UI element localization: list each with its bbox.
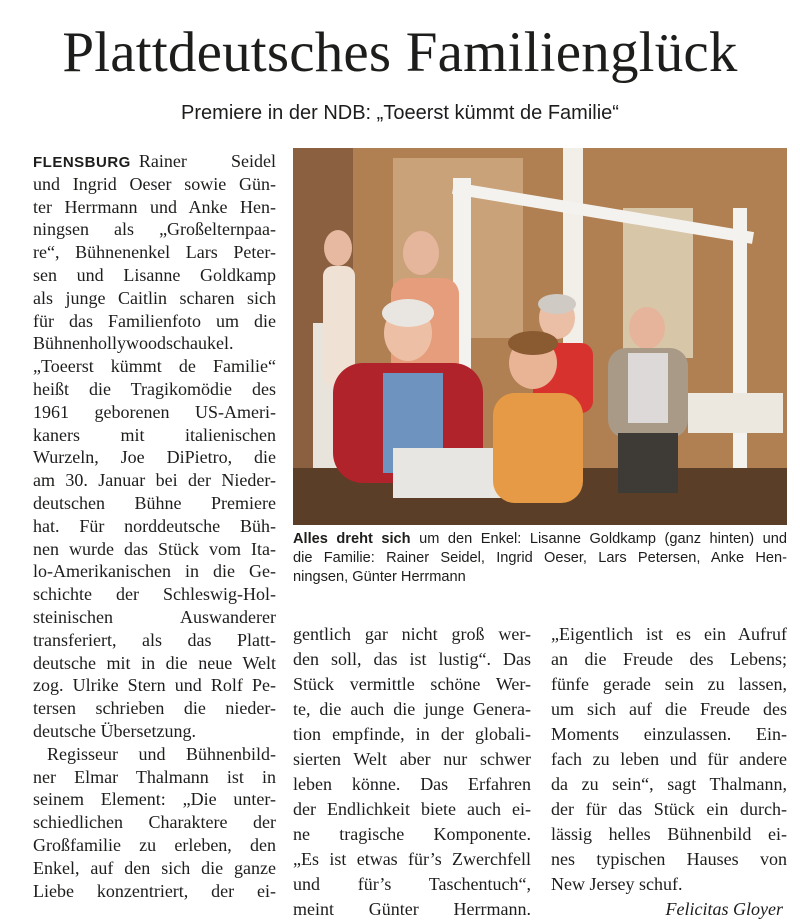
text-line: zog. Ulrike Stern und Rolf Pe- bbox=[33, 675, 276, 696]
text-line: leben könne. Das Erfahren bbox=[293, 774, 531, 794]
caption-line bbox=[293, 530, 787, 549]
text-line: ne tragische Komponente. bbox=[293, 824, 531, 844]
caption-text: um den Enkel: Lisanne Goldkamp (ganz hinten) und bbox=[419, 531, 787, 547]
text-line: transferiert, als das Platt- bbox=[33, 629, 276, 650]
text-line: New Jersey schuf. bbox=[551, 874, 683, 894]
text-line: „Eigentlich ist es ein Aufruf bbox=[551, 624, 787, 644]
article-column-3 bbox=[551, 622, 787, 922]
text-line: Stück vermittle schöne Wer- bbox=[293, 674, 531, 694]
text-line: nen wurde das Stück vom Ita- bbox=[33, 538, 276, 559]
family-photo-illustration bbox=[293, 148, 787, 525]
text-line: kaners mit italienischen bbox=[33, 424, 276, 445]
text-line: Bühnenhollywoodschaukel. bbox=[33, 333, 234, 354]
headline: Plattdeutsches Familienglück bbox=[62, 21, 738, 84]
text-line: ter Herrmann und Anke Hen- bbox=[33, 196, 276, 217]
text-line: tion empfinde, in der globali- bbox=[293, 724, 531, 744]
text-line: ningsen als „Großelternpaa- bbox=[33, 219, 276, 240]
text-line: deutsche mit in die neue Welt bbox=[33, 652, 276, 673]
text-line: deutschen Bühne Premiere bbox=[33, 492, 276, 513]
caption-lead: Alles dreht sich bbox=[293, 531, 411, 547]
text-line: der Endlichkeit biete auch ei- bbox=[293, 799, 531, 819]
text-line: heißt die Tragikomödie des bbox=[33, 378, 276, 399]
article-photo bbox=[293, 148, 787, 525]
text-line: als junge Caitlin scharen sich bbox=[33, 287, 276, 308]
text-line: re“, Bühnenenkel Lars Peter- bbox=[33, 242, 276, 263]
article-column-1 bbox=[33, 150, 276, 902]
caption-line: die Familie: Rainer Seidel, Ingrid Oeser, Lars Petersen, Anke Hen- bbox=[293, 550, 787, 566]
text-line: da zu sein“, sagt Thalmann, bbox=[551, 774, 787, 794]
text-line: an die Freude des Lebens; bbox=[551, 649, 787, 669]
text-line: Liebe konzentriert, der ei- bbox=[33, 880, 276, 901]
text-line: fünfe gerade sein zu lassen, bbox=[551, 674, 787, 694]
text-line: lo-Amerikanischen in die Ge- bbox=[33, 561, 276, 582]
text-line: deutsche Übersetzung. bbox=[33, 720, 196, 741]
text-line: und für’s Taschentuch“, bbox=[293, 874, 531, 894]
text-line: Wurzeln, Joe DiPietro, die bbox=[33, 447, 276, 468]
text-line: Großfamilie zu erleben, den bbox=[33, 834, 276, 855]
text-line: „Es ist etwas für’s Zwerchfell bbox=[293, 849, 531, 869]
text-line: am 30. Januar bei der Nieder- bbox=[33, 470, 276, 491]
text-line: fach zu leben und für andere bbox=[551, 749, 787, 769]
text-line: sierten Welt aber nur schwer bbox=[293, 749, 531, 769]
text-line: den soll, das ist lustig“. Das bbox=[293, 649, 531, 669]
text-line: lässig helles Bühnenbild ei- bbox=[551, 824, 787, 844]
text-line: te, die auch die junge Genera- bbox=[293, 699, 531, 719]
text-line: schichte der Schleswig-Hol- bbox=[33, 584, 276, 605]
text-line: 1961 geborenen US-Ameri- bbox=[33, 401, 276, 422]
text-line: und Ingrid Oeser sowie Gün- bbox=[33, 173, 276, 194]
text-line: „Toeerst kümmt de Familie“ bbox=[33, 356, 276, 377]
subheadline: Premiere in der NDB: „Toeerst kümmt de Familie“ bbox=[181, 102, 619, 124]
text-line: um sich auf die Freude des bbox=[551, 699, 787, 719]
text-line-content: Rainer Seidel bbox=[138, 151, 276, 171]
text-line: meint Günter Herrmann. bbox=[293, 899, 531, 919]
caption-line: ningsen, Günter Herrmann bbox=[293, 569, 466, 585]
text-line: nes typischen Hauses von bbox=[551, 849, 787, 869]
text-line: der für das Stück ein durch- bbox=[551, 799, 787, 819]
text-line: sen und Lisanne Goldkamp bbox=[33, 264, 276, 285]
text-line: für das Familienfoto um die bbox=[33, 310, 276, 331]
text-line: Regisseur und Bühnenbild- bbox=[47, 743, 276, 764]
text-line: seinem Element: „Die unter- bbox=[33, 789, 276, 810]
text-line: Moments einzulassen. Ein- bbox=[551, 724, 787, 744]
text-line: Enkel, auf den sich die ganze bbox=[33, 857, 276, 878]
text-line: gentlich gar nicht groß wer- bbox=[293, 624, 531, 644]
text-line: tersen schrieben die nieder- bbox=[33, 698, 276, 719]
text-line: ner Elmar Thalmann ist in bbox=[33, 766, 276, 787]
author-byline: Felicitas Gloyer bbox=[665, 899, 783, 919]
text-line: steinischen Auswanderer bbox=[33, 606, 276, 627]
article-column-2 bbox=[293, 622, 531, 922]
photo-caption bbox=[293, 530, 787, 587]
text-line bbox=[33, 150, 276, 173]
text-line: schiedlichen Charaktere der bbox=[33, 812, 276, 833]
text-line: hat. Für norddeutsche Büh- bbox=[33, 515, 276, 536]
dateline: FLENSBURG bbox=[33, 154, 131, 171]
